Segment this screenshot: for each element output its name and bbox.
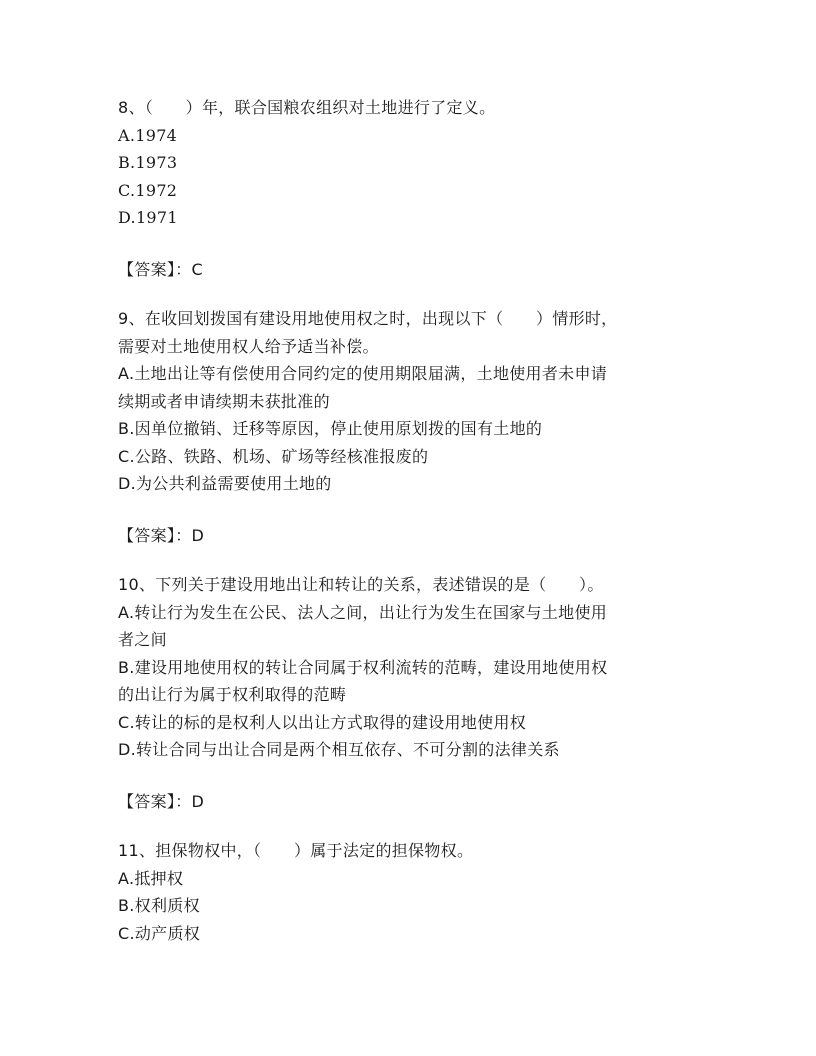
option-d: D.为公共利益需要使用土地的 xyxy=(118,474,332,493)
option-d: D.1971 xyxy=(118,208,178,227)
option-b: B.建设用地使用权的转让合同属于权利流转的范畴，建设用地使用权 xyxy=(118,657,608,677)
option-c: C.转让的标的是权利人以出让方式取得的建设用地使用权 xyxy=(118,712,527,732)
option-c: C.动产质权 xyxy=(118,923,201,943)
question-stem: 11、担保物权中，（ ）属于法定的担保物权。 xyxy=(118,841,474,860)
option-b: B.1973 xyxy=(118,153,178,172)
answer-label: 【答案】：C xyxy=(118,259,203,279)
option-c: C.公路、铁路、机场、矿场等经核准报废的 xyxy=(118,446,429,466)
option-b: B.权利质权 xyxy=(118,896,200,915)
option-a: A.转让行为发生在公民、法人之间，出让行为发生在国家与土地使用 xyxy=(118,602,608,622)
option-a-continued: 者之间 xyxy=(118,630,167,649)
option-c: C.1972 xyxy=(118,180,178,200)
option-b-continued: 的出让行为属于权利取得的范畴 xyxy=(118,685,347,704)
question-11 xyxy=(118,837,698,947)
question-stem: 10、下列关于建设用地出让和转让的关系，表述错误的是（ ）。 xyxy=(118,575,604,594)
option-b: B.因单位撤销、迁移等原因，停止使用原划拨的国有土地的 xyxy=(118,419,543,438)
question-stem: 9、在收回划拨国有建设用地使用权之时，出现以下（ ）情形时， xyxy=(118,309,618,328)
option-a: A.1974 xyxy=(118,125,178,145)
question-9 xyxy=(118,305,698,549)
option-a: A.抵押权 xyxy=(118,868,184,888)
question-8 xyxy=(118,94,698,283)
option-d: D.转让合同与出让合同是两个相互依存、不可分割的法律关系 xyxy=(118,740,560,759)
answer-label: 【答案】：D xyxy=(118,791,205,811)
document-page xyxy=(118,94,698,947)
answer-label: 【答案】：D xyxy=(118,525,205,545)
question-stem: 需要对土地使用权人给予适当补偿。 xyxy=(118,336,379,356)
question-10 xyxy=(118,571,698,815)
option-a: A.土地出让等有偿使用合同约定的使用期限届满，土地使用者未申请 xyxy=(118,364,608,383)
question-stem: 8、（ ）年，联合国粮农组织对土地进行了定义。 xyxy=(118,98,496,117)
option-a-continued: 续期或者申请续期未获批准的 xyxy=(118,391,330,411)
